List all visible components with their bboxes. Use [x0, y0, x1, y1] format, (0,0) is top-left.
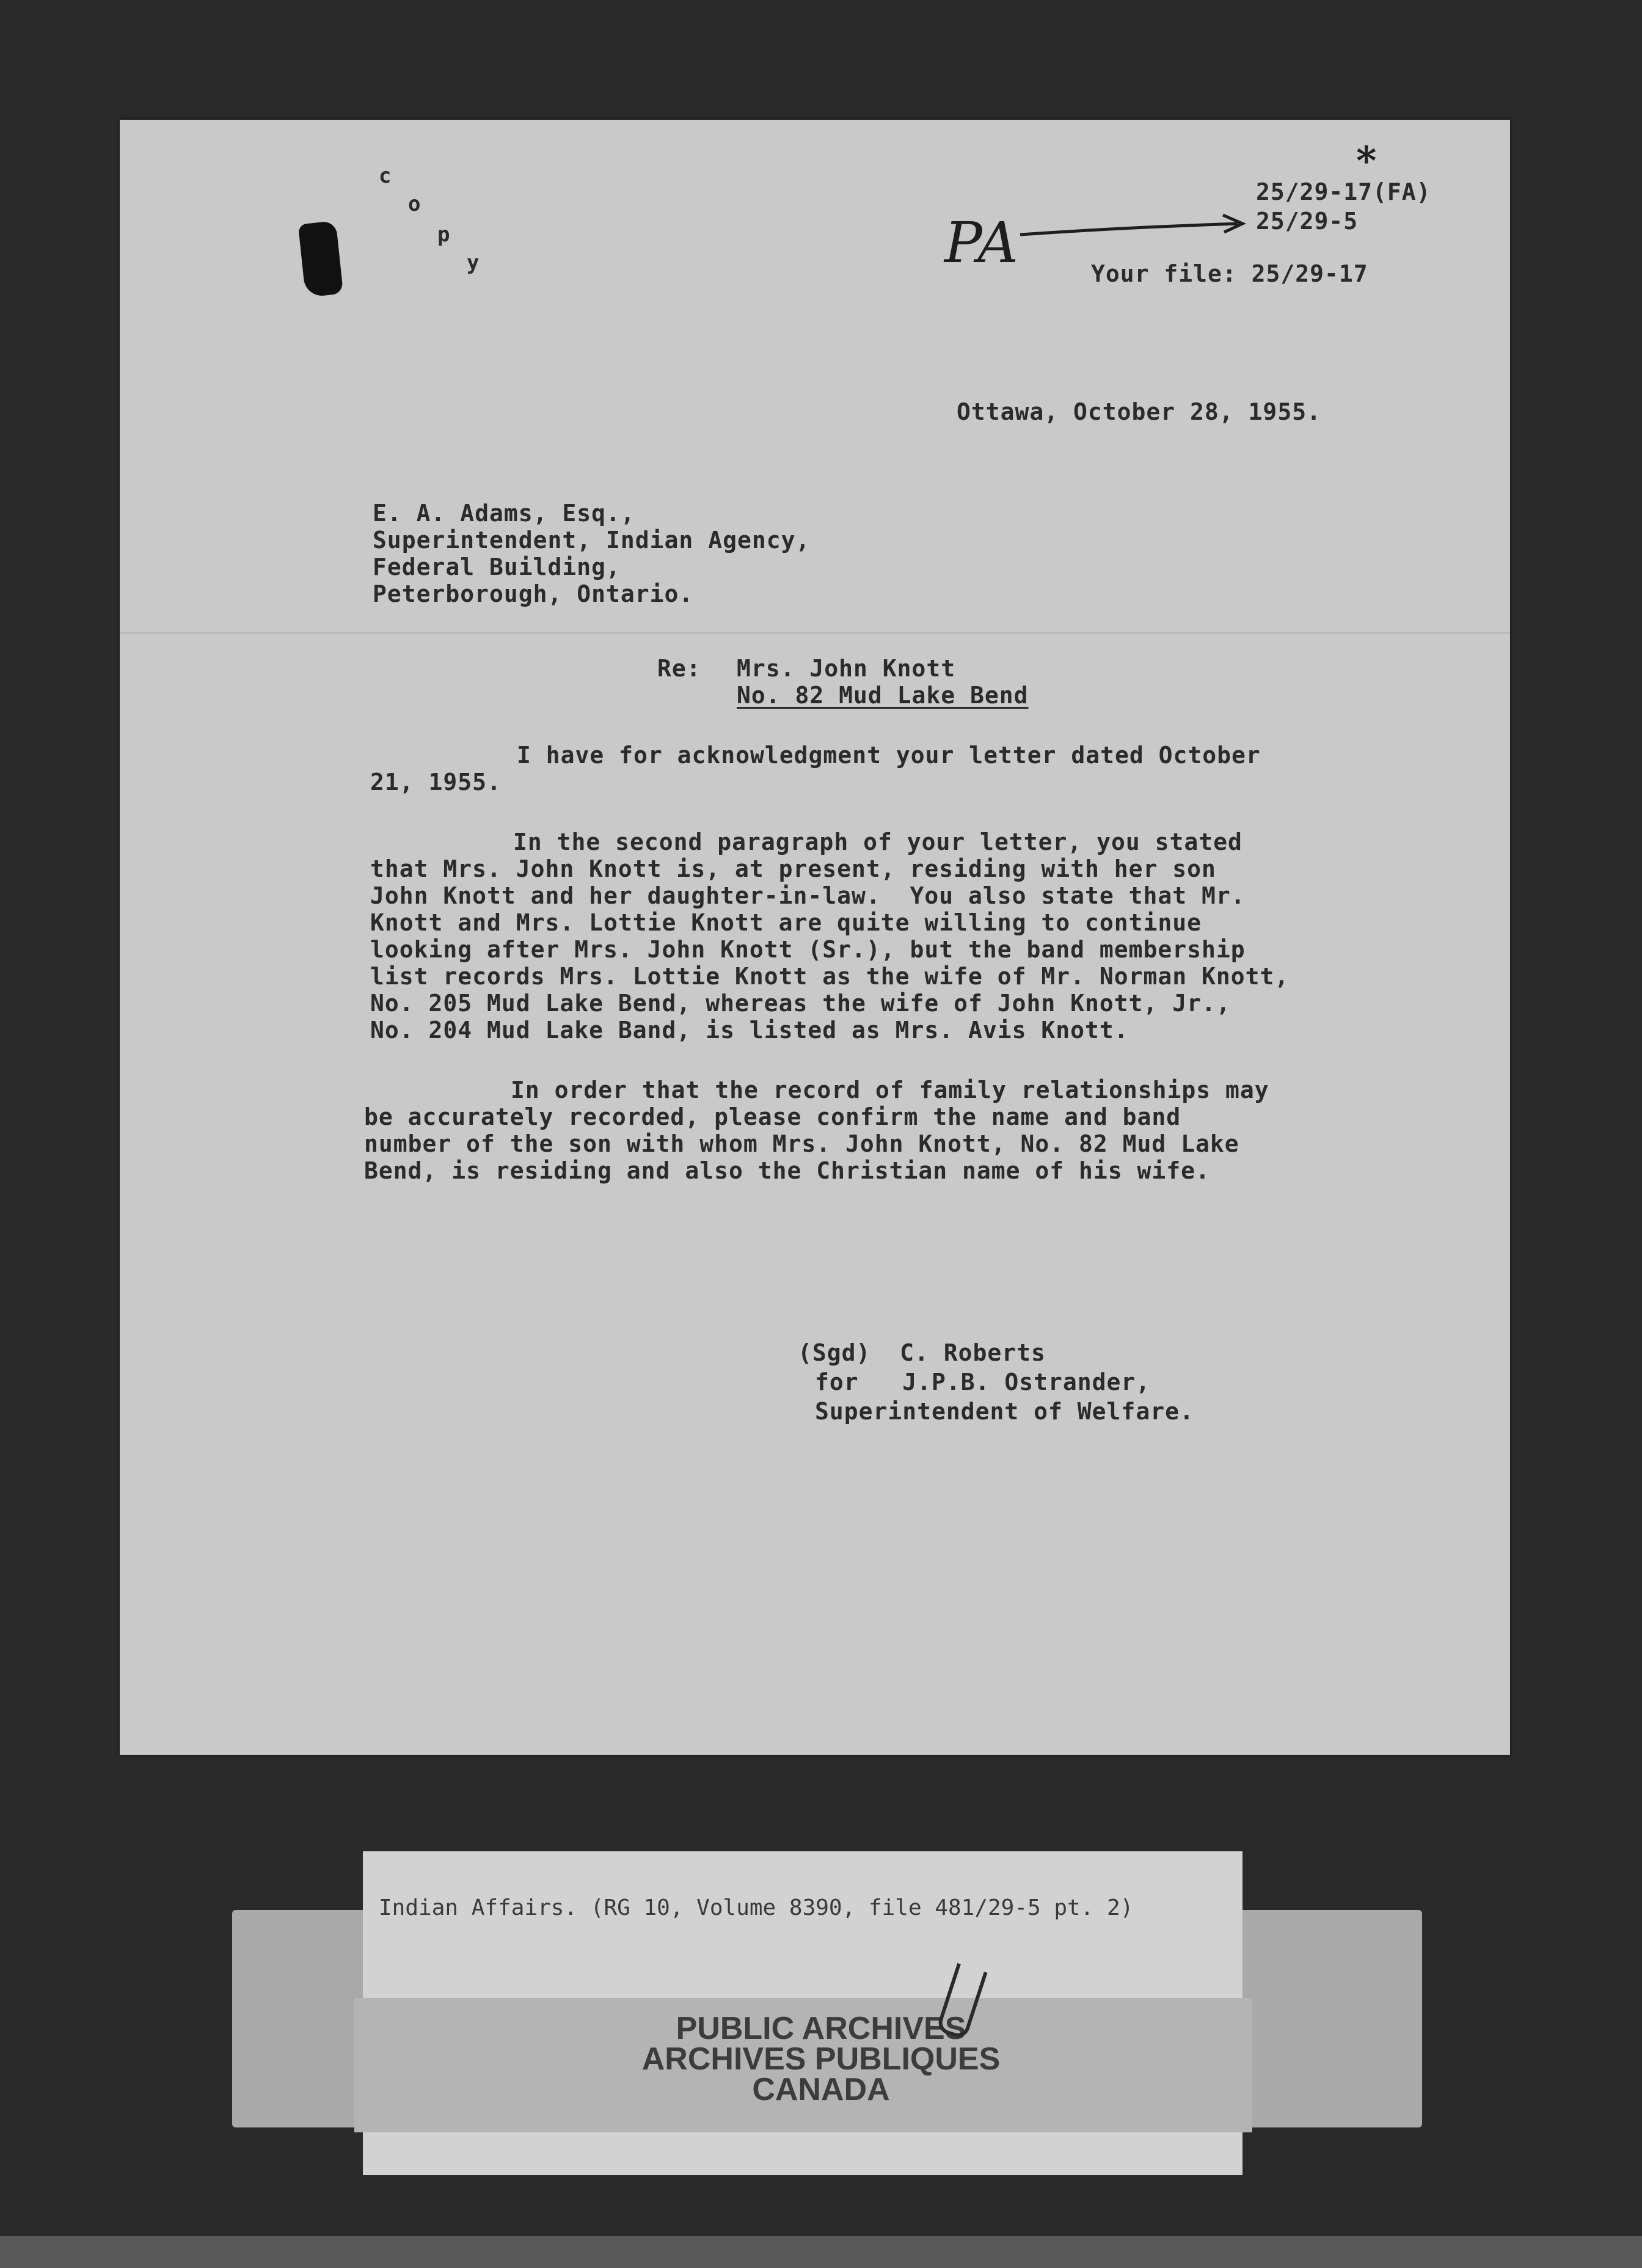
signature-line: (Sgd) C. Roberts — [798, 1339, 1046, 1366]
file-reference: 25/29-5 — [1256, 208, 1359, 235]
re-name: Mrs. John Knott — [737, 655, 956, 682]
archive-citation: Indian Affairs. (RG 10, Volume 8390, file 481/29-5 pt. 2) — [379, 1895, 1134, 1920]
paragraph-line: No. 204 Mud Lake Band, is listed as Mrs. Avis Knott. — [370, 1017, 1129, 1044]
re-label: Re: — [657, 655, 701, 682]
paragraph-line: In the second paragraph of your letter, you stated — [513, 829, 1242, 855]
paragraph-line: Knott and Mrs. Lottie Knott are quite willing to continue — [370, 909, 1202, 936]
archive-stamp-line: ARCHIVES PUBLIQUES — [641, 2041, 1001, 2077]
paragraph-line: No. 205 Mud Lake Bend, whereas the wife of John Knott, Jr., — [370, 990, 1231, 1017]
paragraph-line: be accurately recorded, please confirm the name and band — [364, 1103, 1181, 1130]
copy-letter: o — [408, 192, 421, 216]
recipient-line: Federal Building, — [373, 554, 621, 580]
paragraph-line: list records Mrs. Lottie Knott as the wife of Mr. Norman Knott, — [370, 963, 1290, 990]
paragraph-line: looking after Mrs. John Knott (Sr.), but the band membership — [370, 936, 1246, 963]
handwritten-initials: PA — [944, 210, 1019, 276]
recipient-line: E. A. Adams, Esq., — [373, 500, 635, 527]
handwritten-mark: * — [1356, 138, 1377, 184]
paragraph-line: number of the son with whom Mrs. John Knott, No. 82 Mud Lake — [364, 1130, 1239, 1157]
letter-page — [120, 120, 1510, 1755]
arrow-icon — [1018, 211, 1250, 248]
paragraph-line: that Mrs. John Knott is, at present, residing with her son — [370, 855, 1216, 882]
archive-stamp-line: PUBLIC ARCHIVES — [676, 2011, 966, 2046]
re-band: No. 82 Mud Lake Bend — [737, 682, 1029, 709]
copy-letter: y — [467, 251, 480, 275]
paragraph-line: I have for acknowledgment your letter dated October — [517, 742, 1261, 769]
paragraph-line: Bend, is residing and also the Christian name of his wife. — [364, 1157, 1210, 1184]
recipient-line: Peterborough, Ontario. — [373, 580, 694, 607]
copy-letter: p — [437, 222, 451, 247]
ink-blot — [298, 221, 343, 298]
scan-edge — [0, 2236, 1642, 2268]
place-date: Ottawa, October 28, 1955. — [957, 398, 1321, 425]
recipient-line: Superintendent, Indian Agency, — [373, 527, 811, 554]
paragraph-line: In order that the record of family relationships may — [511, 1077, 1269, 1103]
signature-line: Superintendent of Welfare. — [815, 1398, 1194, 1425]
fold-line — [120, 632, 1510, 634]
your-file-line: Your file: 25/29-17 — [1091, 260, 1368, 287]
signature-line: for J.P.B. Ostrander, — [815, 1369, 1151, 1396]
file-reference: 25/29-17(FA) — [1256, 178, 1431, 205]
archive-stamp-line: CANADA — [752, 2072, 890, 2107]
copy-letter: c — [379, 164, 392, 188]
paragraph-line: John Knott and her daughter-in-law. You also state that Mr. — [370, 882, 1246, 909]
paragraph-line: 21, 1955. — [370, 769, 502, 796]
